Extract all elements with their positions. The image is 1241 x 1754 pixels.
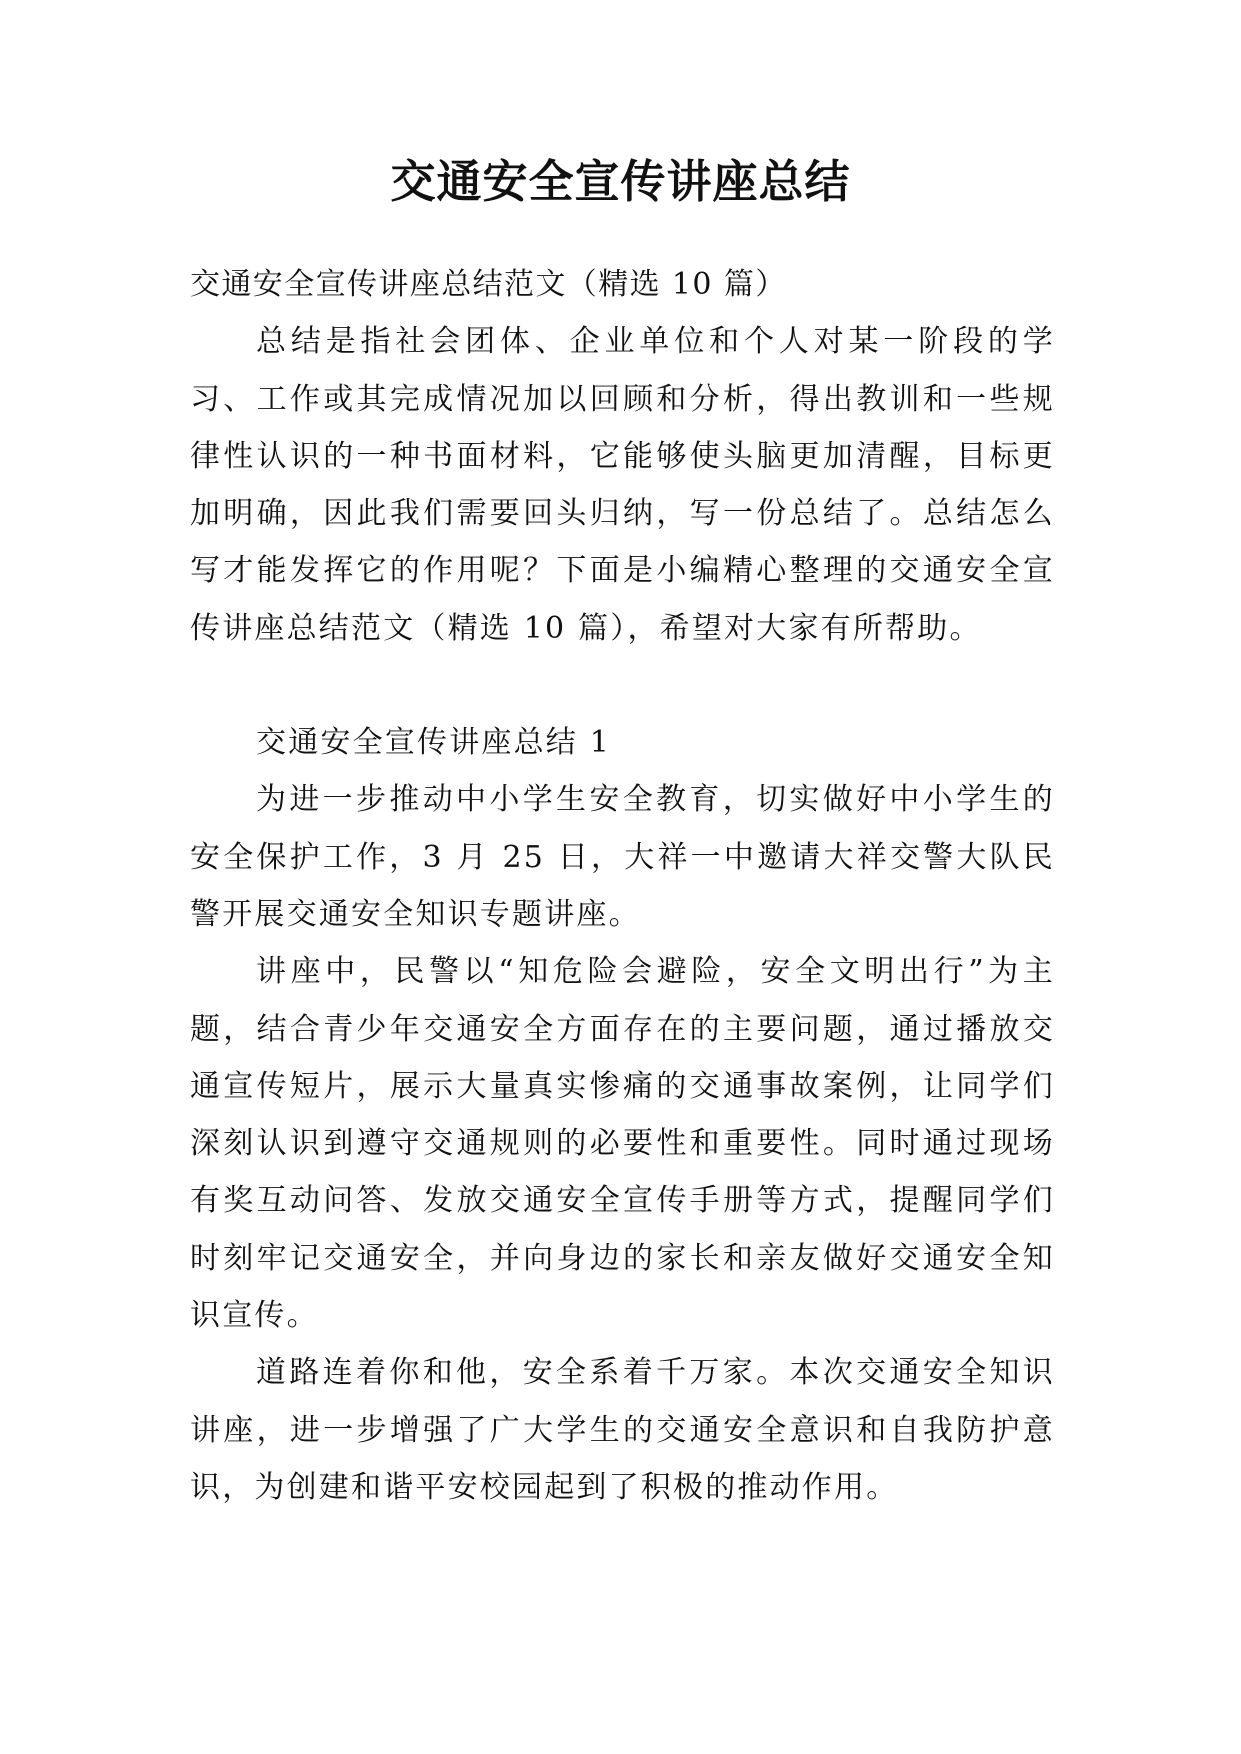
body-paragraph: 为进一步推动中小学生安全教育，切实做好中小学生的安全保护工作，3 月 25 日，大祥一中邀请大祥交警大队民警开展交通安全知识专题讲座。 <box>190 782 1055 932</box>
intro-paragraph: 总结是指社会团体、企业单位和个人对某一阶段的学习、工作或其完成情况加以回顾和分析，得出教训和一些规律性认识的一种书面材料，它能够使头脑更加清醒，目标更加明确，因此我们需要回头归纳，写一份总结了。总结怎么写才能发挥它的作用呢？下面是小编精心整理的交通安全宣传讲座总结范文（精选 10 篇），希望对大家有所帮助。 <box>190 324 1055 646</box>
body-paragraph: 道路连着你和他，安全系着千万家。本次交通安全知识讲座，进一步增强了广大学生的交通安全意识和自我防护意识，为创建和谐平安校园起到了积极的推动作用。 <box>190 1355 1055 1505</box>
body-paragraph: 讲座中，民警以“知危险会避险，安全文明出行”为主题，结合青少年交通安全方面存在的主要问题，通过播放交通宣传短片，展示大量真实惨痛的交通事故案例，让同学们深刻认识到遵守交通规则的必要性和重要性。同时通过现场有奖互动问答、发放交通安全宣传手册等方式，提醒同学们时刻牢记交通安全，并向身边的家长和亲友做好交通安全知识宣传。 <box>190 954 1055 1334</box>
document-subtitle: 交通安全宣传讲座总结范文（精选 10 篇） <box>190 267 787 302</box>
document-body <box>190 256 1055 1516</box>
document-title: 交通安全宣传讲座总结 <box>390 155 851 208</box>
section-heading: 交通安全宣传讲座总结 1 <box>256 725 612 761</box>
